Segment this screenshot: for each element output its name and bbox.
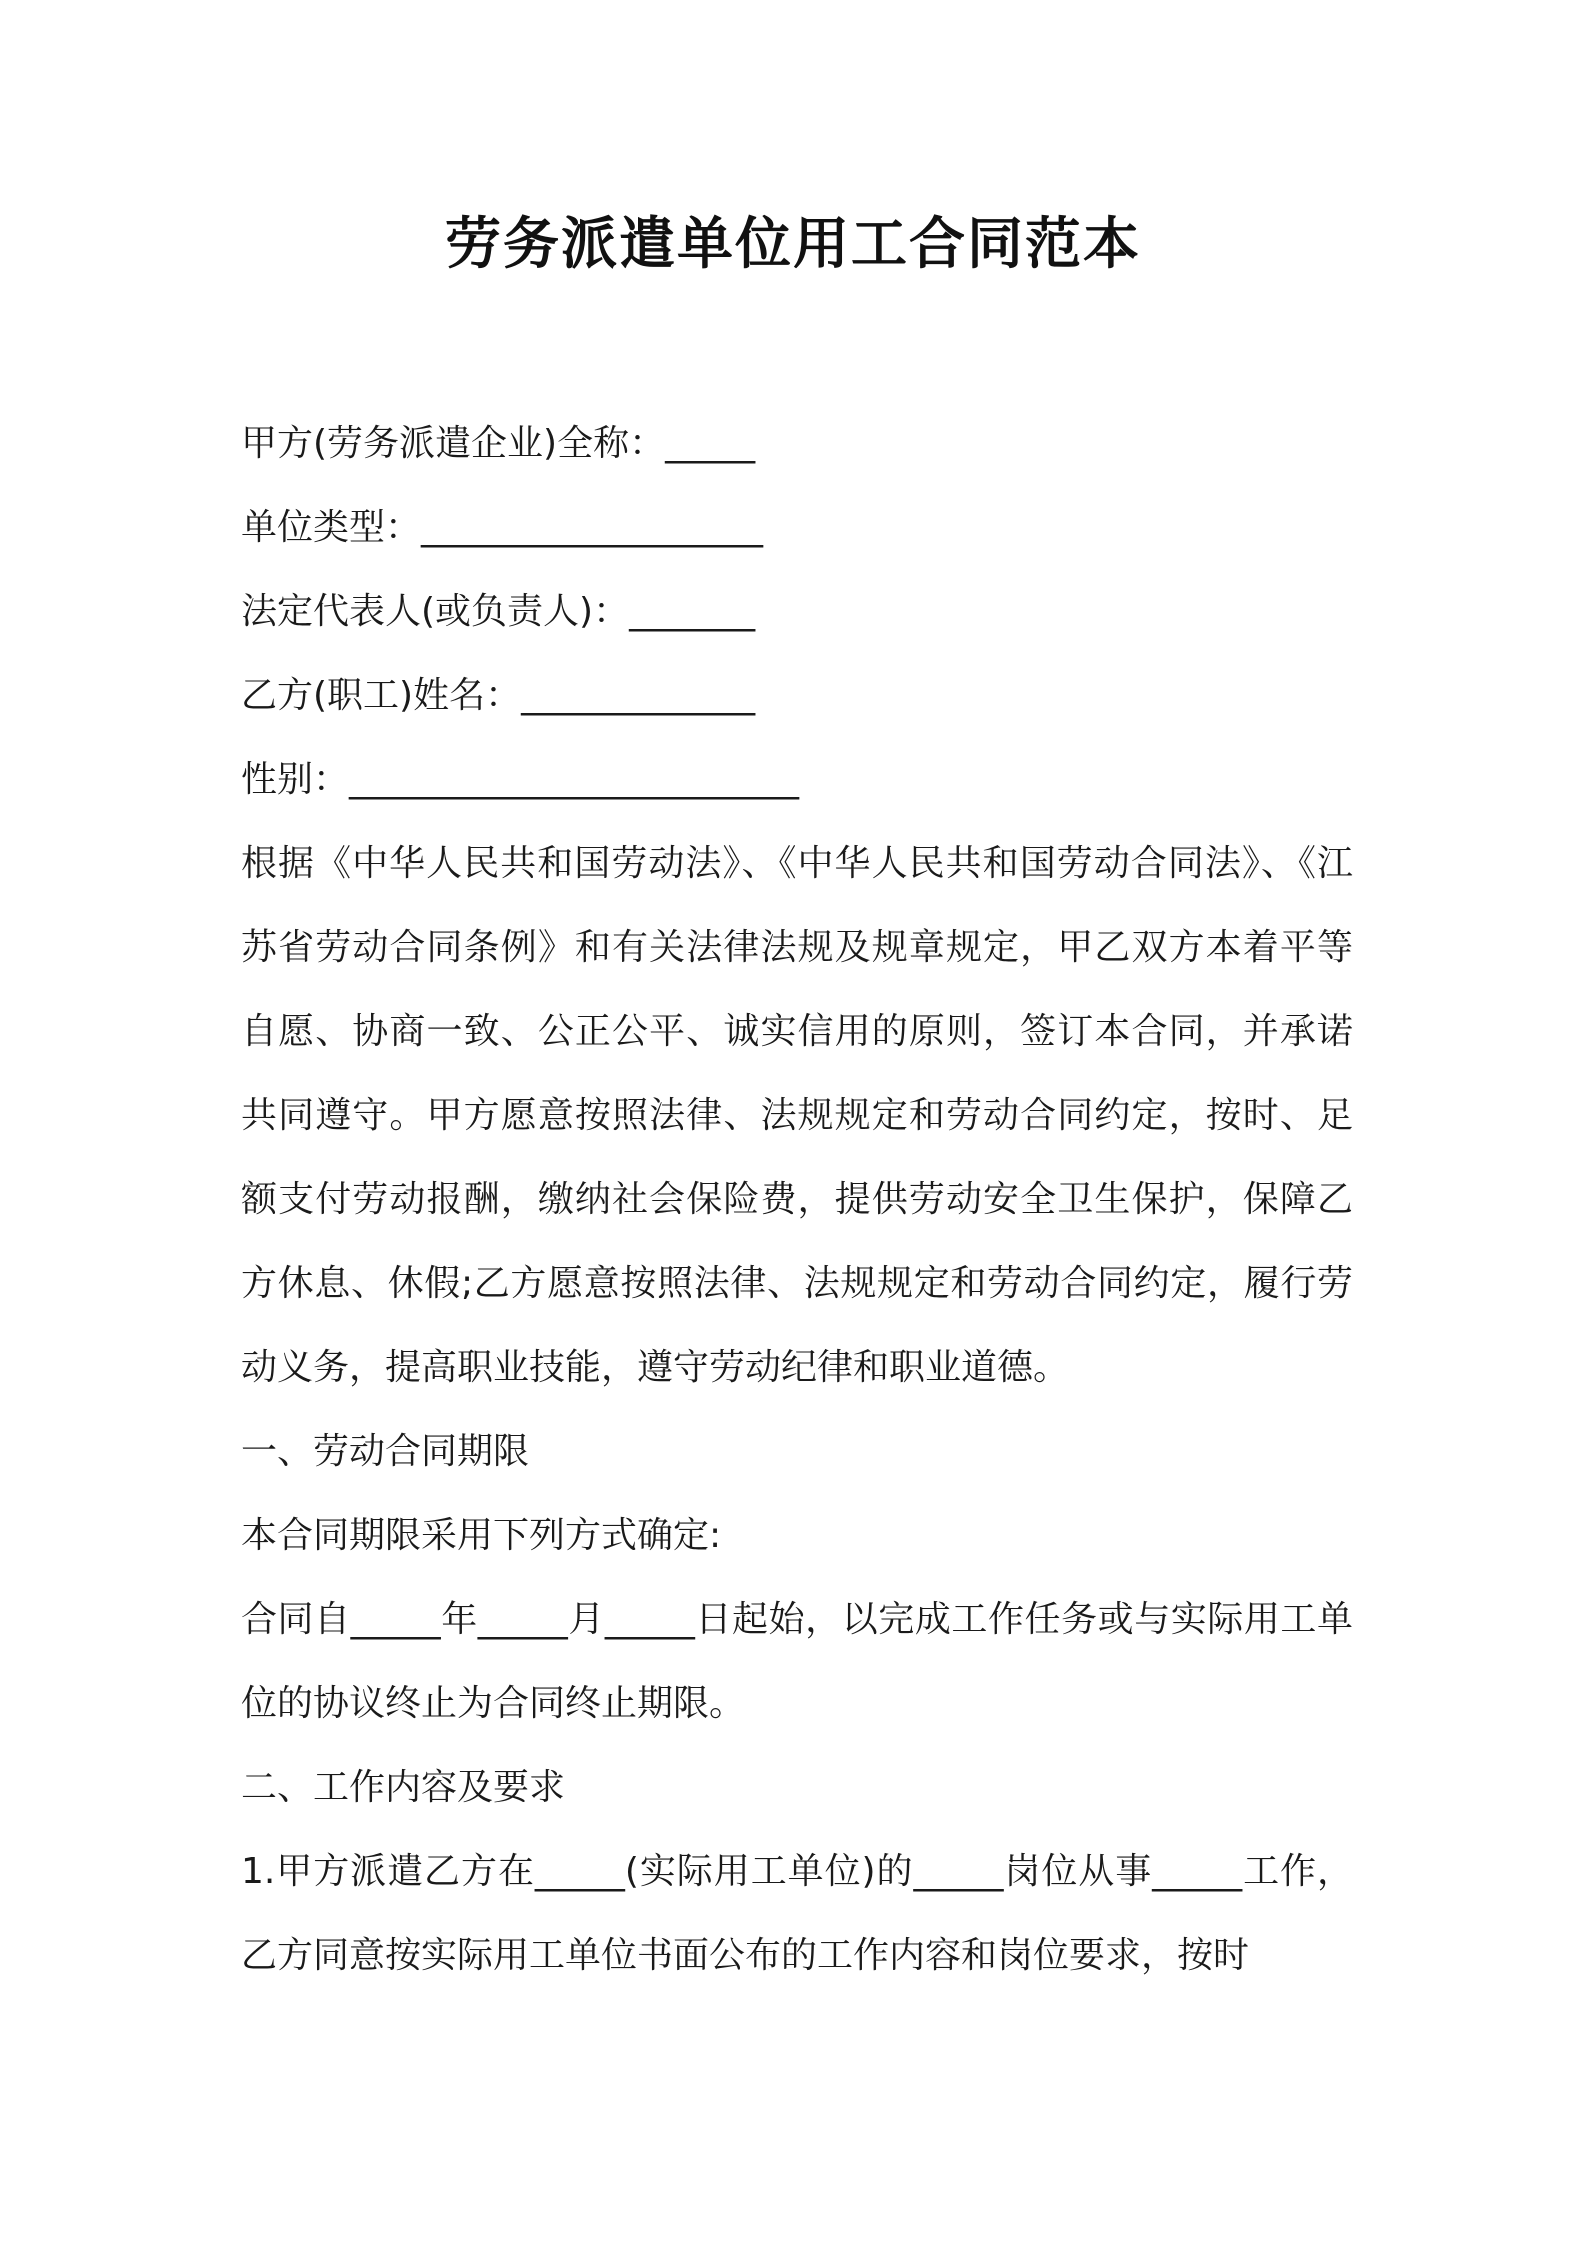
preamble-paragraph: 根据《中华人民共和国劳动法》、《中华人民共和国劳动合同法》、《江苏省劳动合同条例》和有关法律法规及规章规定，甲乙双方本着平等自愿、协商一致、公正公平、诚实信用的原则，签订本合同，并承诺共同遵守。甲方愿意按照法律、法规规定和劳动合同约定，按时、足额支付劳动报酬，缴纳社会保险费，提供劳动安全卫生保护，保障乙方休息、休假;乙方愿意按照法律、法规规定和劳动合同约定，履行劳动义务，提高职业技能，遵守劳动纪律和职业道德。 <box>241 843 1353 1388</box>
section-2-body: 1.甲方派遣乙方在_____(实际用工单位)的_____岗位从事_____工作，乙方同意按实际用工单位书面公布的工作内容和岗位要求，按时 <box>241 1851 1353 1976</box>
document-title: 劳务派遣单位用工合同范本 <box>445 212 1141 277</box>
document-body <box>241 402 1353 1998</box>
section-1-intro: 本合同期限采用下列方式确定: <box>241 1515 722 1556</box>
field-legal-representative: 法定代表人(或负责人)：_______ <box>241 591 756 632</box>
section-2-heading: 二、工作内容及要求 <box>241 1767 566 1808</box>
field-gender: 性别：_________________________ <box>241 759 800 800</box>
field-unit-type: 单位类型：___________________ <box>241 507 764 548</box>
section-1-heading: 一、劳动合同期限 <box>241 1431 530 1472</box>
field-party-a-name: 甲方(劳务派遣企业)全称：_____ <box>241 423 756 464</box>
section-1-body: 合同自_____年_____月_____日起始，以完成工作任务或与实际用工单位的协议终止为合同终止期限。 <box>241 1599 1353 1724</box>
field-party-b-name: 乙方(职工)姓名：_____________ <box>241 675 756 716</box>
